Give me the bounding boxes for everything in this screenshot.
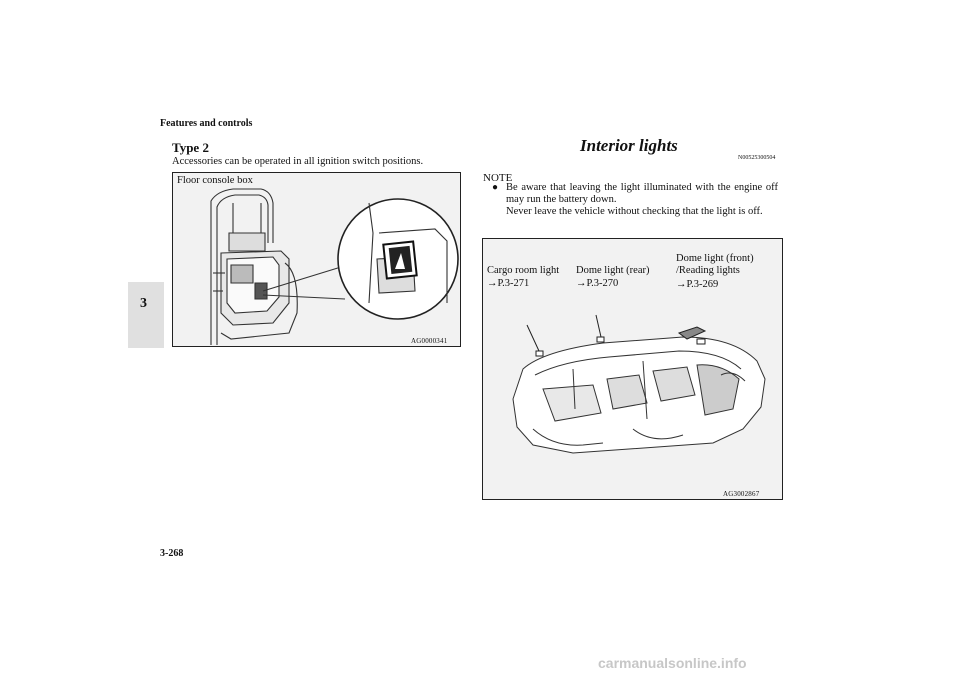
dome-rear-marker	[597, 337, 604, 342]
section-title: Interior lights	[580, 136, 678, 155]
chapter-tab	[128, 282, 164, 348]
reading-lights-label: /Reading lights	[676, 265, 740, 276]
section-header: Features and controls	[160, 118, 253, 129]
cargo-light-label: Cargo room light	[487, 265, 560, 276]
dome-front-label: Dome light (front)	[676, 253, 754, 264]
figure-code: AG0000341	[411, 337, 448, 345]
type-description: Accessories can be operated in all ignition switch positions.	[172, 156, 424, 167]
chapter-number: 3	[140, 296, 147, 311]
watermark: carmanualsonline.info	[598, 655, 747, 671]
dome-front-ref: →P.3-269	[676, 279, 719, 290]
page-number: 3-268	[160, 548, 184, 559]
note-line-1: Be aware that leaving the light illuminated with the engine off may run the battery down.	[506, 182, 778, 205]
note-line-2: Never leave the vehicle without checking that the light is off.	[506, 206, 763, 217]
floor-console-label: Floor console box	[177, 175, 253, 186]
type-heading: Type 2	[172, 140, 209, 155]
floor-console-illustration	[173, 173, 461, 347]
section-code: N00525300504	[738, 155, 776, 161]
interior-lights-figure	[482, 238, 783, 500]
dome-rear-ref: →P.3-270	[576, 278, 619, 289]
cargo-light-marker	[536, 351, 543, 356]
note-label: NOTE	[483, 172, 513, 184]
bullet-icon: ●	[492, 182, 499, 193]
dome-rear-label: Dome light (rear)	[576, 265, 650, 276]
figure-code: AG3002867	[723, 490, 760, 498]
cargo-light-ref: →P.3-271	[487, 278, 530, 289]
note-text	[506, 182, 778, 218]
floor-console-figure	[172, 172, 461, 347]
